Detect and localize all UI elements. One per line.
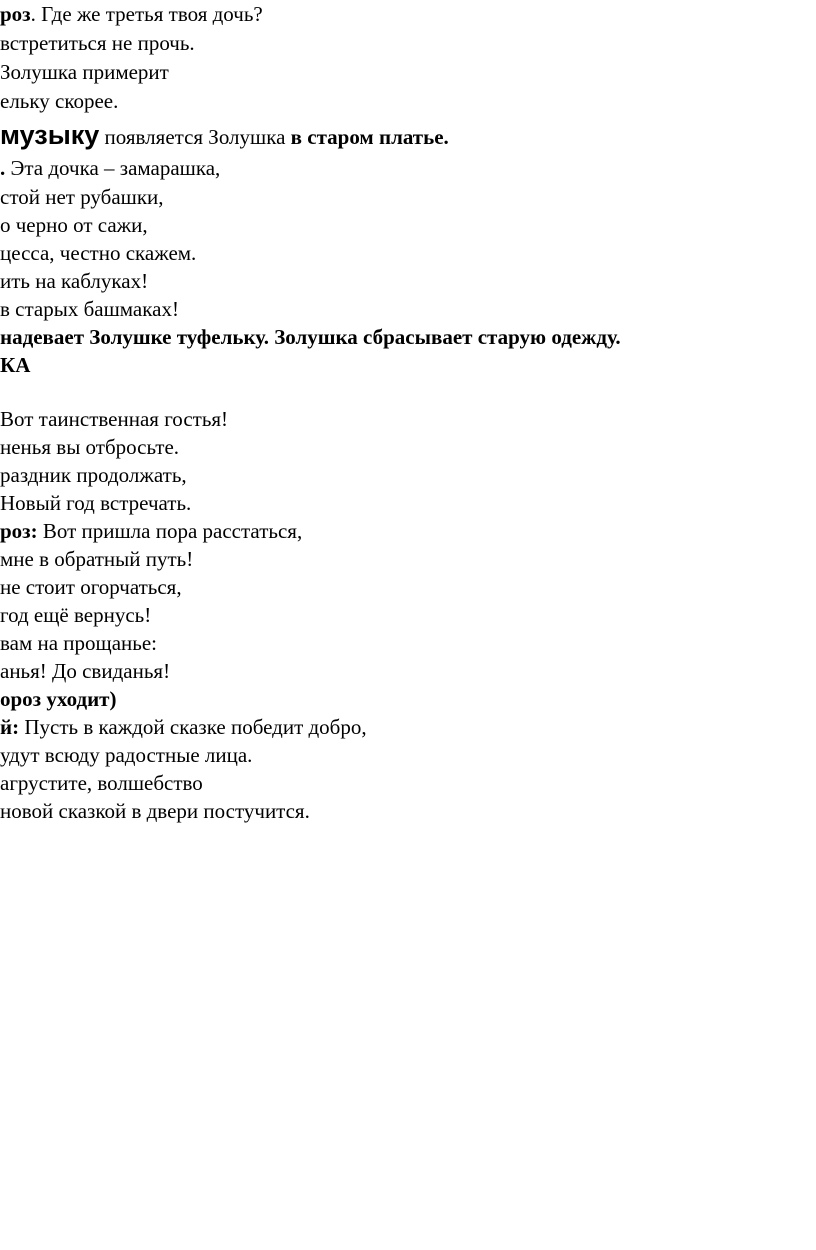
line-text: ить на каблуках!	[0, 269, 149, 293]
text-line	[0, 30, 195, 56]
speaker-label: роз:	[0, 519, 38, 543]
line-text: Эта дочка – замарашка,	[5, 156, 221, 180]
line-text: цесса, честно скажем.	[0, 241, 197, 265]
section-heading	[0, 352, 30, 378]
text-line	[0, 490, 191, 516]
line-text: Новый год встречать.	[0, 491, 192, 515]
text-line	[0, 59, 169, 85]
speaker-label: роз	[0, 2, 31, 26]
text-line	[0, 518, 302, 544]
text-line	[0, 240, 196, 266]
text-line	[0, 184, 164, 210]
line-text: агрустите, волшебство	[0, 771, 203, 795]
text-line	[0, 212, 148, 238]
text-line	[0, 434, 179, 460]
line-text: вам на прощанье:	[0, 631, 158, 655]
heading-text: КА	[0, 353, 31, 377]
line-text: Пусть в каждой сказке победит добро,	[19, 715, 367, 739]
line-text: не стоит огорчаться,	[0, 575, 182, 599]
line-text: анья! До свиданья!	[0, 659, 171, 683]
line-text: о черно от сажи,	[0, 213, 148, 237]
text-line	[0, 770, 203, 796]
stage-direction	[0, 686, 117, 712]
text-line	[0, 742, 252, 768]
line-text: раздник продолжать,	[0, 463, 187, 487]
text-line	[0, 1, 263, 27]
line-text: Золушка примерит	[0, 60, 169, 84]
stage-direction	[0, 122, 449, 150]
text-line	[0, 574, 182, 600]
text-line	[0, 296, 179, 322]
text-line	[0, 155, 220, 181]
line-text: появляется Золушка	[99, 125, 291, 149]
emphasis-text: в старом платье.	[290, 125, 449, 149]
text-line	[0, 268, 148, 294]
line-text: ненья вы отбросьте.	[0, 435, 180, 459]
stage-direction	[0, 324, 621, 350]
line-text: ельку скорее.	[0, 89, 119, 113]
line-text: встретиться не прочь.	[0, 31, 195, 55]
text-line	[0, 462, 187, 488]
text-line	[0, 88, 118, 114]
text-line	[0, 546, 193, 572]
line-text: Вот пришла пора расстаться,	[37, 519, 303, 543]
speaker-label: й:	[0, 715, 20, 739]
stage-direction-text: надевает Золушке туфельку. Золушка сбрасывает старую одежду.	[0, 325, 621, 349]
text-line	[0, 658, 170, 684]
text-line	[0, 630, 157, 656]
line-text: удут всюду радостные лица.	[0, 743, 253, 767]
line-text: в старых башмаках!	[0, 297, 179, 321]
emphasis-word: музыку	[0, 120, 100, 150]
line-text: новой сказкой в двери постучится.	[0, 799, 310, 823]
line-text: год ещё вернусь!	[0, 603, 152, 627]
speaker-label: .	[0, 156, 6, 180]
text-line	[0, 602, 151, 628]
text-line	[0, 714, 367, 740]
line-text: стой нет рубашки,	[0, 185, 164, 209]
line-text: Вот таинственная гостья!	[0, 407, 229, 431]
line-text: . Где же третья твоя дочь?	[30, 2, 263, 26]
text-line	[0, 406, 228, 432]
stage-direction-text: ороз уходит)	[0, 687, 117, 711]
text-line	[0, 798, 310, 824]
line-text: мне в обратный путь!	[0, 547, 194, 571]
